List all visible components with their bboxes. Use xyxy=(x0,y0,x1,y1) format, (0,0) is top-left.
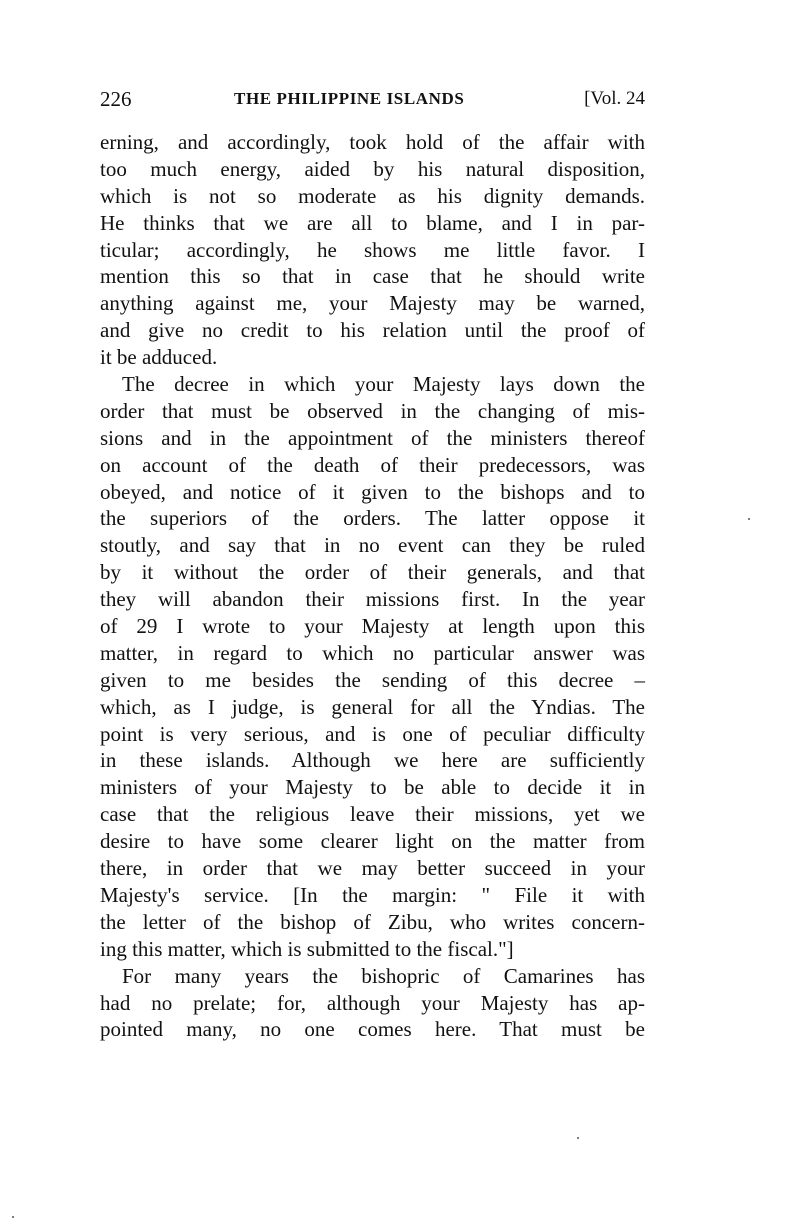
print-speck xyxy=(577,1137,579,1139)
text-line: point is very serious, and is one of peculiar difficulty xyxy=(100,721,645,746)
text-line: the letter of the bishop of Zibu, who writes concern- xyxy=(100,909,645,934)
page-number: 226 xyxy=(100,87,132,111)
text-line: and give no credit to his relation until the proof of xyxy=(100,318,645,343)
running-head xyxy=(100,84,645,114)
text-line: He thinks that we are all to blame, and I in par- xyxy=(100,210,645,235)
volume-label: [Vol. 24 xyxy=(584,88,645,109)
text-line: ticular; accordingly, he shows me little favor. I xyxy=(100,237,645,262)
text-line: it be adduced. xyxy=(100,345,218,370)
text-line: For many years the bishopric of Camarines has xyxy=(122,963,645,988)
print-speck xyxy=(748,518,750,520)
text-line: of 29 I wrote to your Majesty at length upon this xyxy=(100,614,645,639)
text-line: which, as I judge, is general for all the Yndias. The xyxy=(100,694,645,719)
text-line: case that the religious leave their missions, yet we xyxy=(100,802,645,827)
text-line: there, in order that we may better succeed in your xyxy=(100,856,645,881)
running-title: THE PHILIPPINE ISLANDS xyxy=(234,89,465,108)
text-line: pointed many, no one comes here. That must be xyxy=(100,1017,645,1042)
text-line: desire to have some clearer light on the matter from xyxy=(100,829,645,854)
text-line: which is not so moderate as his dignity demands. xyxy=(100,183,645,208)
text-line: ministers of your Majesty to be able to decide it in xyxy=(100,775,645,800)
text-line: ing this matter, which is submitted to the fiscal."] xyxy=(100,936,514,961)
body-text xyxy=(100,129,645,1043)
text-line: in these islands. Although we here are sufficiently xyxy=(100,748,645,773)
text-line: Majesty's service. [In the margin: " File it with xyxy=(100,882,645,907)
print-speck xyxy=(12,1216,14,1218)
text-line: erning, and accordingly, took hold of the affair with xyxy=(100,130,645,154)
text-line: order that must be observed in the changing of mis- xyxy=(100,398,645,423)
text-line: on account of the death of their predecessors, was xyxy=(100,452,645,477)
text-line: mention this so that in case that he should write xyxy=(100,264,645,289)
text-line: had no prelate; for, although your Majesty has ap- xyxy=(100,990,645,1015)
text-line: The decree in which your Majesty lays down the xyxy=(122,372,645,397)
text-line: sions and in the appointment of the ministers thereof xyxy=(100,425,645,450)
text-line: they will abandon their missions first. In the year xyxy=(100,587,645,612)
text-line: stoutly, and say that in no event can they be ruled xyxy=(100,533,645,558)
text-line: given to me besides the sending of this decree – xyxy=(100,667,645,692)
text-line: anything against me, your Majesty may be warned, xyxy=(100,291,645,316)
text-line: obeyed, and notice of it given to the bishops and to xyxy=(100,479,645,504)
text-line: by it without the order of their generals, and that xyxy=(100,560,645,585)
text-line: too much energy, aided by his natural disposition, xyxy=(100,156,645,181)
text-line: matter, in regard to which no particular answer was xyxy=(100,640,645,665)
text-line: the superiors of the orders. The latter oppose it xyxy=(100,506,645,531)
